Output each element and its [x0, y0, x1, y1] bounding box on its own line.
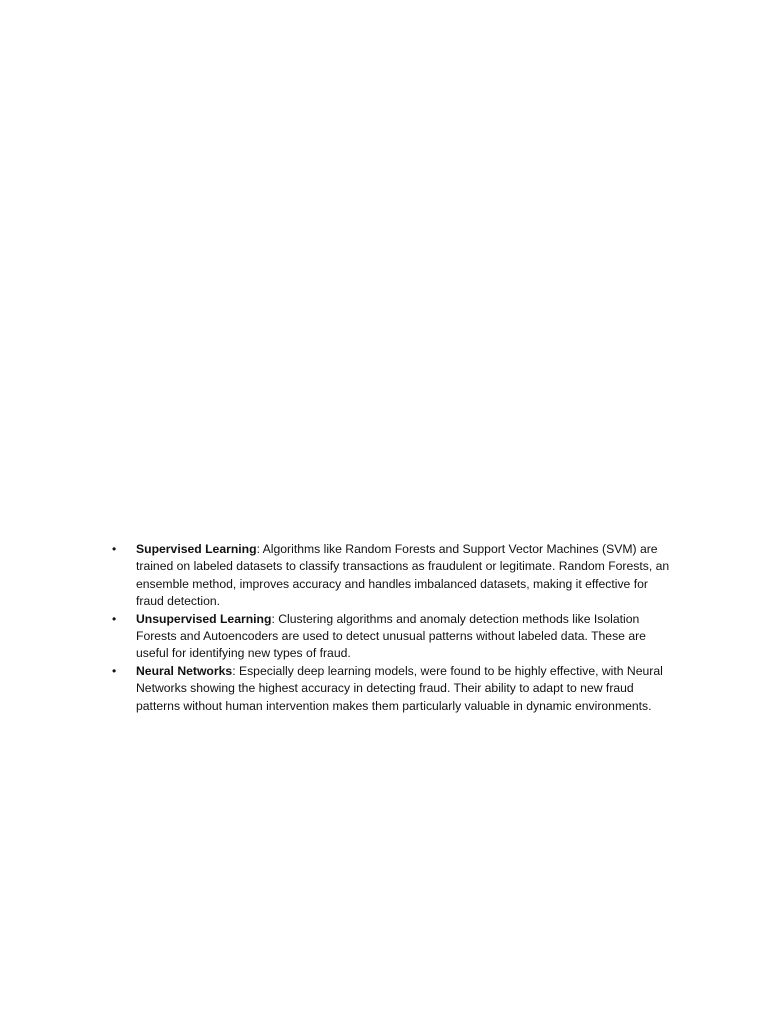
- item-term: Supervised Learning: [136, 542, 257, 556]
- item-description: : Especially deep learning models, were found to be highly effective, with Neural Networks showing the highest accuracy in detecting fraud. Their ability to adapt to new fraud patterns without human intervention makes them particularly valuable in dynamic environments.: [136, 663, 663, 713]
- list-item-unsupervised-learning: [112, 611, 672, 663]
- list-item-neural-networks: [112, 663, 672, 715]
- item-term: Neural Networks: [136, 663, 233, 678]
- bullet-icon: •: [112, 542, 117, 556]
- item-description: : Algorithms like Random Forests and Support Vector Machines (SVM) are trained on labeled datasets to classify transactions as fraudulent or legitimate. Random Forests, an ensemble method, improves accuracy and handles imbalanced datasets, making it effective for fraud detection.: [136, 542, 670, 609]
- bullet-icon: •: [112, 611, 117, 626]
- bullet-list: [112, 541, 672, 715]
- list-item-supervised-learning: [112, 541, 672, 611]
- item-description: : Clustering algorithms and anomaly detection methods like Isolation Forests and Autoencoders are used to detect unusual patterns without labeled data. These are useful for identifying new types of fraud.: [136, 611, 646, 661]
- item-term: Unsupervised Learning: [136, 611, 272, 626]
- bullet-icon: •: [112, 663, 117, 678]
